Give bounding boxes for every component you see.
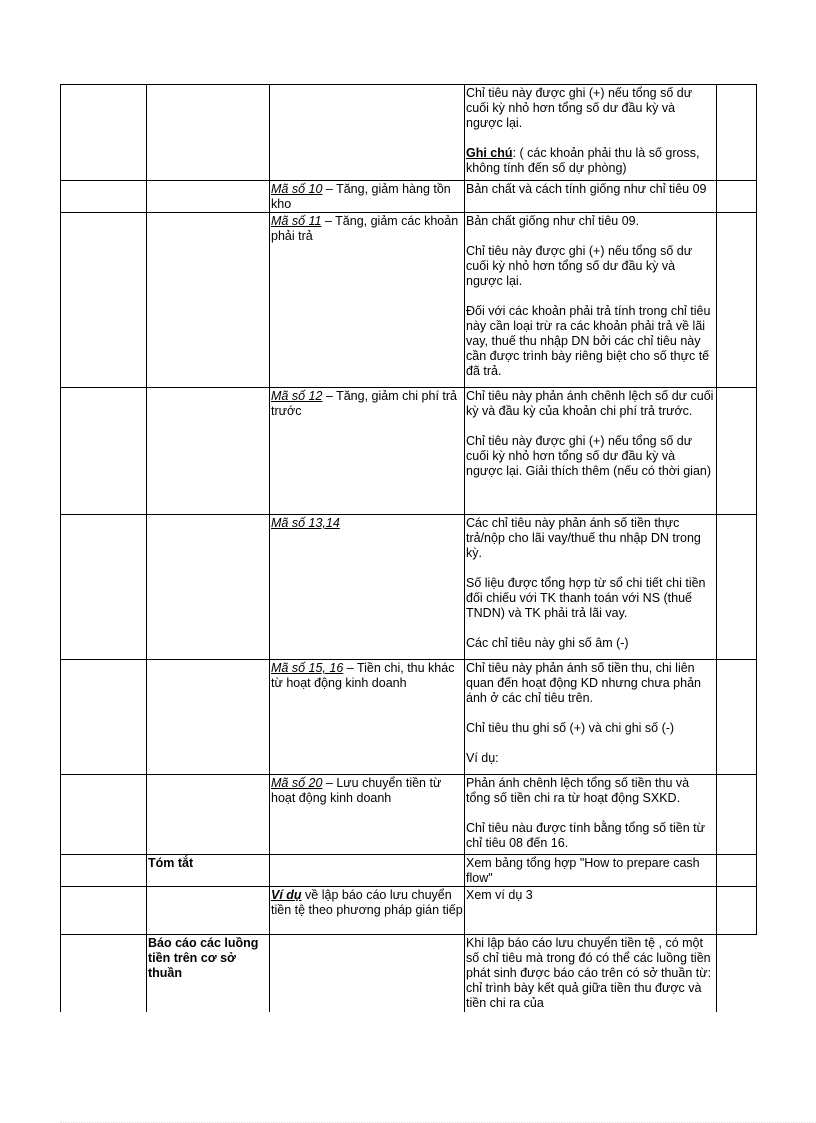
item-code: Ví dụ <box>271 888 302 902</box>
description-cell <box>465 213 717 388</box>
item-code: Mã số 12 <box>271 389 323 403</box>
table-row <box>61 660 757 775</box>
item-text: – Tăng, giảm các khoản phải trả <box>271 214 459 243</box>
desc-paragraph: Bản chất giống như chỉ tiêu 09. <box>466 214 640 228</box>
table-row <box>61 85 757 181</box>
section-cell <box>147 935 270 1012</box>
table-row <box>61 775 757 855</box>
description-cell <box>465 181 717 213</box>
desc-paragraph: Chỉ tiêu này phản ánh chênh lệch số dư cuối kỳ và đầu kỳ của khoản chi phí trả trước. <box>466 389 714 418</box>
item-text: – Tiền chi, thu khác từ hoạt động kinh doanh <box>271 661 455 690</box>
section-cell <box>147 85 270 181</box>
item-text: – Tăng, giảm chi phí trả trước <box>271 389 457 418</box>
note-label: Ghi chú <box>466 146 513 160</box>
description-cell <box>465 660 717 775</box>
content-table <box>60 84 757 1012</box>
item-cell <box>270 515 465 660</box>
description-cell <box>465 887 717 935</box>
desc-paragraph: Chỉ tiêu này được ghi (+) nếu tổng số dư cuối kỳ nhỏ hơn tổng số dư đầu kỳ và ngược lại. Giải thích thêm (nếu có thời gian) <box>466 434 712 478</box>
item-cell <box>270 660 465 775</box>
desc-paragraph: Chỉ tiêu này phản ánh số tiền thu, chi liên quan đến hoạt động KD nhưng chưa phản ánh ở các chỉ tiêu trên. <box>466 661 701 705</box>
desc-paragraph: Chỉ tiêu này được ghi (+) nếu tổng số dư cuối kỳ nhỏ hơn tổng số dư đầu kỳ và ngược lại. <box>466 244 693 288</box>
table-row <box>61 213 757 388</box>
col-empty-right <box>717 85 757 181</box>
description-cell <box>465 935 717 1012</box>
item-cell <box>270 213 465 388</box>
table-row <box>61 515 757 660</box>
desc-paragraph: Bản chất và cách tính giống như chỉ tiêu 09 <box>466 182 707 196</box>
desc-paragraph: Chỉ tiêu nàu được tính bằng tổng số tiền từ chỉ tiêu 08 đến 16. <box>466 821 705 850</box>
note-text: : ( các khoản phải thu là số gross, không tính đến số dự phòng) <box>466 146 700 175</box>
desc-paragraph: Xem ví dụ 3 <box>466 888 533 902</box>
desc-paragraph: Ví dụ: <box>466 751 499 765</box>
description-cell <box>465 85 717 181</box>
section-title: Báo cáo các luồng tiền trên cơ sở thuần <box>148 936 259 980</box>
table-row <box>61 935 757 1012</box>
desc-paragraph: Chỉ tiêu thu ghi số (+) và chi ghi số (-) <box>466 721 675 735</box>
desc-paragraph: Các chỉ tiêu này phản ánh số tiền thực trả/nộp cho lãi vay/thuế thu nhập DN trong kỳ. <box>466 516 701 560</box>
item-code: Mã số 13,14 <box>271 516 340 530</box>
desc-paragraph: Phản ánh chênh lệch tổng số tiền thu và tổng số tiền chi ra từ hoạt động SXKD. <box>466 776 690 805</box>
item-code: Mã số 11 <box>271 214 322 228</box>
table-row <box>61 181 757 213</box>
item-cell <box>270 775 465 855</box>
description-cell <box>465 775 717 855</box>
item-cell <box>270 85 465 181</box>
item-cell <box>270 935 465 1012</box>
description-cell <box>465 515 717 660</box>
table-row <box>61 855 757 887</box>
section-title: Tóm tắt <box>148 856 194 870</box>
table-row <box>61 887 757 935</box>
item-code: Mã số 15, 16 <box>271 661 344 675</box>
desc-paragraph: Khi lập báo cáo lưu chuyển tiền tệ , có một số chỉ tiêu mà trong đó có thể các luồng tiền phát sinh được báo cáo trên có sở thuần từ: chỉ trình bày kết quả giữa tiền thu được và tiền chi ra của <box>466 936 712 1010</box>
description-cell <box>465 388 717 515</box>
desc-paragraph: Số liệu được tổng hợp từ sổ chi tiết chi tiền đối chiếu với TK thanh toán với NS (thuế TNDN) và TK phải trả lãi vay. <box>466 576 706 620</box>
item-text: – Tăng, giảm hàng tồn kho <box>271 182 451 211</box>
note-paragraph <box>466 146 715 176</box>
item-code: Mã số 10 <box>271 182 323 196</box>
item-cell <box>270 388 465 515</box>
item-cell <box>270 855 465 887</box>
item-text: – Lưu chuyển tiền từ hoạt động kinh doanh <box>271 776 442 805</box>
desc-paragraph: Chỉ tiêu này được ghi (+) nếu tổng số dư cuối kỳ nhỏ hơn tổng số dư đầu kỳ và ngược lại. <box>466 86 693 130</box>
item-text: về lập báo cáo lưu chuyển tiền tệ theo phương pháp gián tiếp <box>271 888 463 917</box>
section-cell <box>147 855 270 887</box>
desc-paragraph: Đối với các khoản phải trả tính trong chỉ tiêu này cần loại trừ ra các khoản phải trả về lãi vay, thuế thu nhập DN bởi các chỉ tiêu này cần được trình bày riêng biệt cho số thực tế đã trả. <box>466 304 711 378</box>
item-cell <box>270 887 465 935</box>
table-row <box>61 388 757 515</box>
col-empty <box>61 85 147 181</box>
description-cell <box>465 855 717 887</box>
item-code: Mã số 20 <box>271 776 323 790</box>
desc-paragraph: Các chỉ tiêu này ghi số âm (-) <box>466 636 629 650</box>
desc-paragraph: Xem bảng tổng hợp "How to prepare cash flow" <box>466 856 700 885</box>
item-cell <box>270 181 465 213</box>
